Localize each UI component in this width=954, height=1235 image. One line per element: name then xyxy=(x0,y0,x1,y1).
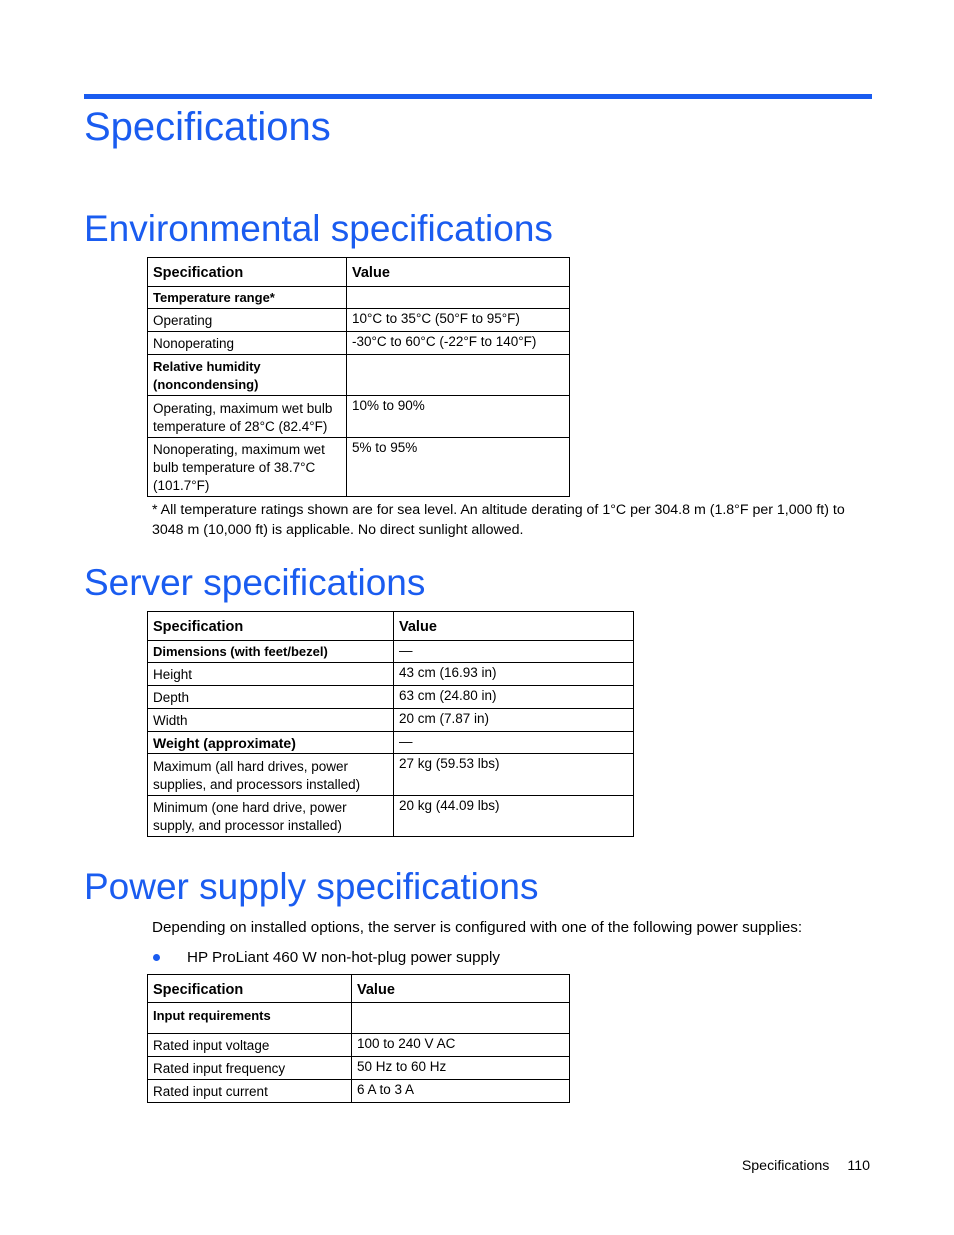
table-row xyxy=(148,1057,570,1080)
row-value: 20 cm (7.87 in) xyxy=(394,709,634,732)
row-value xyxy=(347,287,570,309)
table-row xyxy=(148,1003,570,1034)
table-row xyxy=(148,287,570,309)
row-spec: Maximum (all hard drives, power supplies, and processors installed) xyxy=(148,754,394,796)
row-value: 63 cm (24.80 in) xyxy=(394,686,634,709)
table-header-row xyxy=(148,975,570,1003)
table-header-row xyxy=(148,258,570,287)
table-row xyxy=(148,754,634,796)
page-number: 110 xyxy=(847,1158,870,1174)
table-row xyxy=(148,1080,570,1103)
row-value: — xyxy=(394,641,634,663)
row-value: — xyxy=(394,732,634,754)
col-header-spec: Specification xyxy=(148,612,394,641)
table-row xyxy=(148,1034,570,1057)
row-value: 10% to 90% xyxy=(347,396,570,438)
row-value: 20 kg (44.09 lbs) xyxy=(394,796,634,837)
table-row xyxy=(148,796,634,837)
table-row xyxy=(148,709,634,732)
row-spec: Rated input current xyxy=(148,1080,352,1103)
row-value: -30°C to 60°C (-22°F to 140°F) xyxy=(347,332,570,355)
table-row xyxy=(148,355,570,396)
server-table xyxy=(147,611,634,837)
table-header-row xyxy=(148,612,634,641)
table-row xyxy=(148,332,570,355)
header-rule xyxy=(84,94,872,99)
page-title: Specifications xyxy=(84,105,331,149)
footer-section: Specifications xyxy=(741,1158,830,1174)
col-header-spec: Specification xyxy=(148,258,347,287)
row-value xyxy=(352,1003,570,1034)
row-spec: Nonoperating xyxy=(148,332,347,355)
row-value xyxy=(347,355,570,396)
env-heading: Environmental specifications xyxy=(84,208,553,249)
row-spec: Rated input frequency xyxy=(148,1057,352,1080)
row-spec: Operating xyxy=(148,309,347,332)
table-row xyxy=(148,438,570,497)
server-heading: Server specifications xyxy=(84,562,426,603)
row-value: 27 kg (59.53 lbs) xyxy=(394,754,634,796)
list-item-text: HP ProLiant 460 W non-hot-plug power supply xyxy=(187,949,500,966)
row-spec: Minimum (one hard drive, power supply, and processor installed) xyxy=(148,796,394,837)
row-value: 6 A to 3 A xyxy=(352,1080,570,1103)
row-spec: Nonoperating, maximum wet bulb temperature of 38.7°C (101.7°F) xyxy=(148,438,347,497)
row-spec: Operating, maximum wet bulb temperature of 28°C (82.4°F) xyxy=(148,396,347,438)
col-header-value: Value xyxy=(394,612,634,641)
col-header-value: Value xyxy=(352,975,570,1003)
row-spec: Input requirements xyxy=(148,1003,352,1034)
table-row xyxy=(148,641,634,663)
row-value: 50 Hz to 60 Hz xyxy=(352,1057,570,1080)
table-row xyxy=(148,732,634,754)
table-row xyxy=(148,309,570,332)
row-spec: Relative humidity (noncondensing) xyxy=(148,355,347,396)
page-footer xyxy=(742,1158,870,1174)
col-header-value: Value xyxy=(347,258,570,287)
row-spec: Dimensions (with feet/bezel) xyxy=(148,641,394,663)
row-spec: Rated input voltage xyxy=(148,1034,352,1057)
power-table xyxy=(147,974,570,1103)
row-value: 5% to 95% xyxy=(347,438,570,497)
row-spec: Height xyxy=(148,663,394,686)
row-value: 100 to 240 V AC xyxy=(352,1034,570,1057)
power-intro: Depending on installed options, the server is configured with one of the following power supplies: xyxy=(152,919,803,936)
env-table xyxy=(147,257,570,497)
env-footnote: * All temperature ratings shown are for sea level. An altitude derating of 1°C per 304.8 m (1.8°F per 1,000 ft) to 3048 m (10,000 ft) is applicable. No direct sunlight allowed. xyxy=(152,502,845,538)
row-spec: Width xyxy=(148,709,394,732)
table-row xyxy=(148,396,570,438)
row-spec: Temperature range* xyxy=(148,287,347,309)
row-value: 43 cm (16.93 in) xyxy=(394,663,634,686)
table-row xyxy=(148,686,634,709)
row-spec: Depth xyxy=(148,686,394,709)
row-value: 10°C to 35°C (50°F to 95°F) xyxy=(347,309,570,332)
power-heading: Power supply specifications xyxy=(84,866,539,907)
col-header-spec: Specification xyxy=(148,975,352,1003)
bullet-dot-icon xyxy=(153,954,160,961)
row-spec: Weight (approximate) xyxy=(148,732,394,754)
table-row xyxy=(148,663,634,686)
